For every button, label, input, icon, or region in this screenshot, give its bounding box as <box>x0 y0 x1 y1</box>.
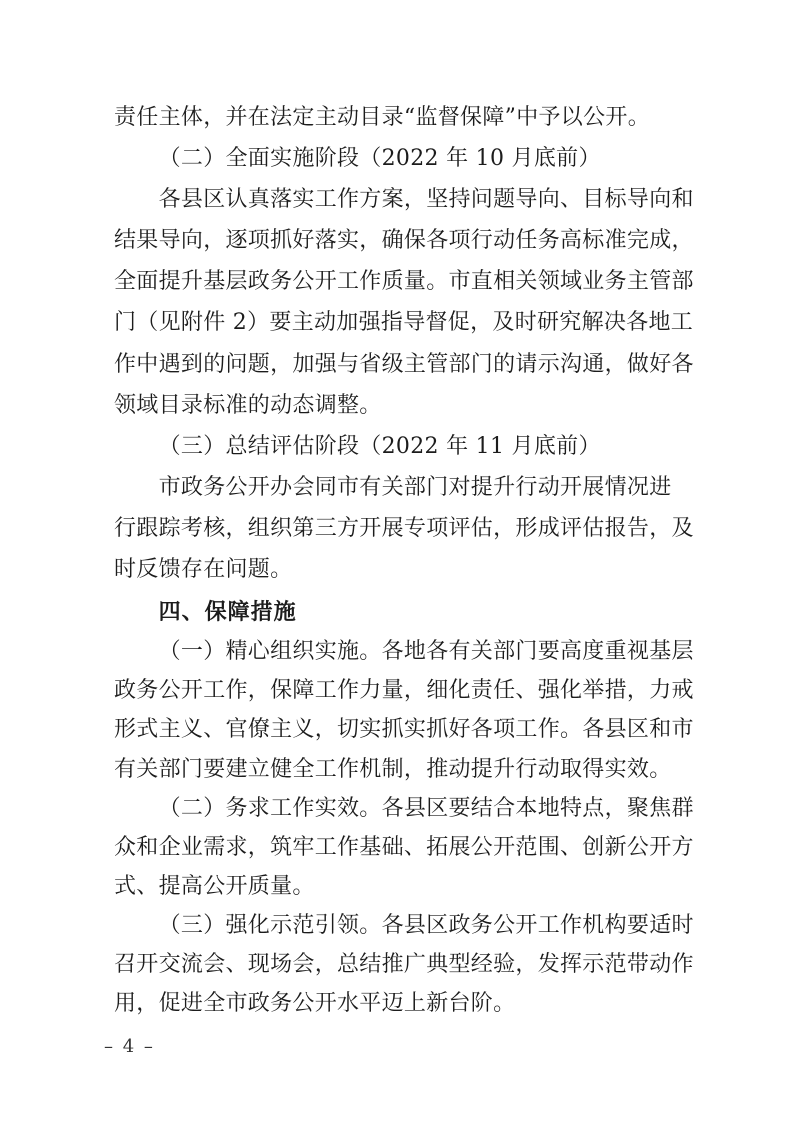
document-section-top <box>114 97 714 590</box>
text-line: 式、提高公开质量。 <box>114 873 315 899</box>
document-section-safeguards <box>114 593 714 1023</box>
text-line: 各县区认真落实工作方案，坚持问题导向、目标导向和 <box>158 187 694 213</box>
text-line: 众和企业需求，筑牢工作基础、拓展公开范围、创新公开方 <box>114 834 694 860</box>
text-line: 时反馈存在问题。 <box>114 557 293 583</box>
text-line: （一）精心组织实施。各地各有关部门要高度重视基层 <box>158 639 694 665</box>
text-line: （二）务求工作实效。各县区要结合本地特点，聚焦群 <box>158 795 694 821</box>
text-line: （三）强化示范引领。各县区政务公开工作机构要适时 <box>158 912 694 938</box>
text-line: 用，促进全市政务公开水平迈上新台阶。 <box>114 991 516 1017</box>
subsection-heading-phase3: （三）总结评估阶段（2022 年 11 月底前） <box>158 433 601 459</box>
subsection-heading-phase2: （二）全面实施阶段（2022 年 10 月底前） <box>158 146 601 172</box>
text-line: 门（见附件 2）要主动加强指导督促，及时研究解决各地工 <box>114 310 694 336</box>
text-line: 领域目录标准的动态调整。 <box>114 392 382 418</box>
page-number: – 4 – <box>104 1036 155 1057</box>
text-line: 责任主体，并在法定主动目录“监督保障”中予以公开。 <box>114 105 650 130</box>
text-line: 作中遇到的问题，加强与省级主管部门的请示沟通，做好各 <box>114 351 694 377</box>
text-line: 市政务公开办会同市有关部门对提升行动开展情况进 <box>158 474 672 500</box>
text-line: 形式主义、官僚主义，切实抓实抓好各项工作。各县区和市 <box>114 717 694 743</box>
text-line: 召开交流会、现场会，总结推广典型经验，发挥示范带动作 <box>114 951 694 977</box>
text-line: 全面提升基层政务公开工作质量。市直相关领域业务主管部 <box>114 269 694 295</box>
section-heading-safeguards: 四、保障措施 <box>158 600 297 626</box>
text-line: 结果导向，逐项抓好落实，确保各项行动任务高标准完成， <box>114 228 694 254</box>
document-body <box>114 97 714 1023</box>
text-line: 行跟踪考核，组织第三方开展专项评估，形成评估报告，及 <box>114 515 694 541</box>
text-line: 有关部门要建立健全工作机制，推动提升行动取得实效。 <box>114 756 672 782</box>
text-line: 政务公开工作，保障工作力量，细化责任、强化举措，力戒 <box>114 678 694 704</box>
